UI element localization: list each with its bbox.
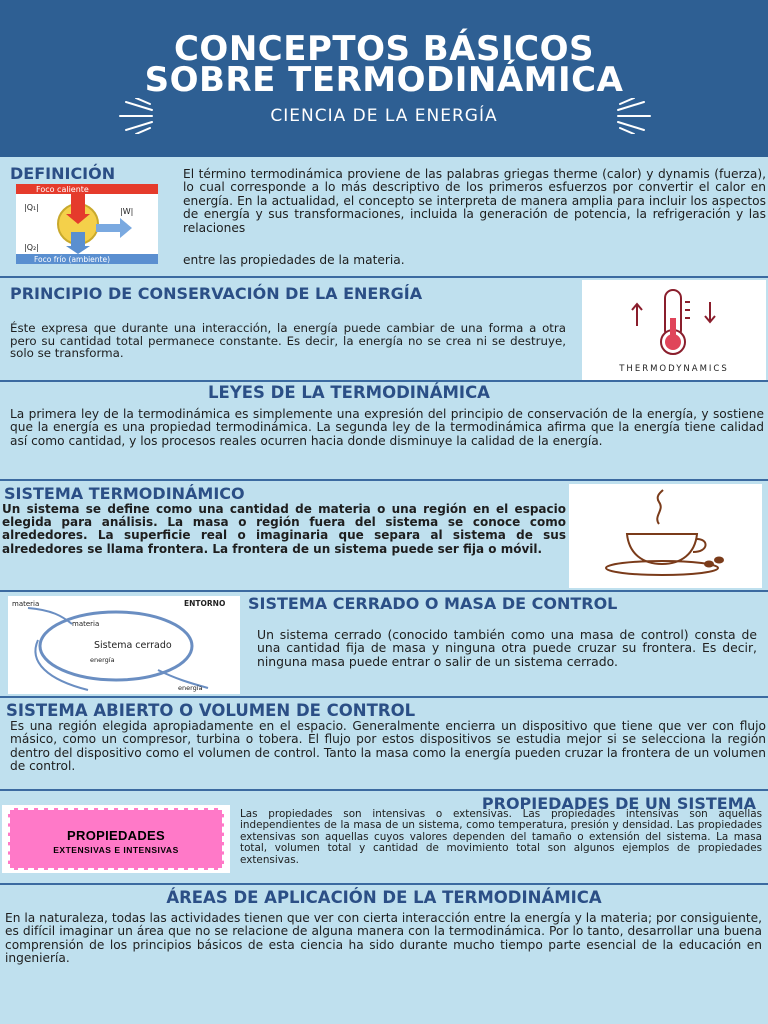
cerrado-text: Un sistema cerrado (conocido también como una masa de control) consta de una cantidad fija de masa y ninguna otra puede cruzar su frontera. Es decir, ninguna masa puede entrar o salir de un sistema cerrado. — [257, 627, 757, 669]
sistema-heading: SISTEMA TERMODINÁMICO — [4, 484, 245, 503]
divider — [0, 276, 768, 278]
cerrado-heading: SISTEMA CERRADO O MASA DE CONTROL — [248, 594, 618, 613]
materia-out-label: materia — [12, 600, 40, 608]
energia-out-label: energía — [178, 684, 203, 692]
coffee-cup-image — [569, 484, 762, 588]
definicion-heading: DEFINICIÓN — [10, 164, 116, 183]
closed-system-label: Sistema cerrado — [94, 640, 172, 651]
w-label: |W| — [120, 207, 134, 216]
propiedades-box — [2, 805, 230, 873]
definicion-text: El término termodinámica proviene de las palabras griegas therme (calor) y dynamis (fuerza), lo cual corresponde a lo más descriptivo de los primeros esfuerzos por convertir el calor en energía. En la actualidad, el concepto se interpreta de manera amplia para incluir los aspectos de energía y sus transformaciones, incluida la generación de potencia, la refrigeración y las relaciones — [183, 167, 766, 235]
divider — [0, 590, 768, 592]
coffee-bean-icon — [704, 561, 714, 568]
abierto-text: Es una región elegida apropiadamente en el espacio. Generalmente encierra un dispositivo que tiene que ver con flujo másico, como un compresor, turbina o tobera. El flujo por estos dispositivos se estudia mejor si se selecciona la región dentro del dispositivo como el volumen de control. Tanto la masa como la energía pueden cruzar la frontera de un volumen de control. — [10, 719, 766, 774]
areas-text: En la naturaleza, todas las actividades tienen que ver con cierta interacción entre la energía y la materia; por consiguiente, es difícil imaginar un área que no se relacione de alguna manera con la termodinámica. Por lo tanto, desarrollar una buena comprensión de los principios básicos de esta ciencia ha sido durante mucho tiempo parte esencial de la educación en ingeniería. — [5, 911, 762, 966]
header-banner — [0, 0, 768, 157]
thermometer-image — [582, 280, 766, 380]
divider — [0, 380, 768, 382]
entorno-label: ENTORNO — [184, 599, 226, 608]
divider — [0, 883, 768, 885]
thermodynamics-caption: THERMODYNAMICS — [619, 364, 729, 374]
title-line-1: CONCEPTOS BÁSICOS — [173, 29, 595, 69]
sistema-text: Un sistema se define como una cantidad de materia o una región en el espacio elegida para análisis. La masa o región fuera del sistema se conoce como alrededores. La superficie real o imaginaria que separa al sistema de sus alrededores se llama frontera. La frontera de un sistema puede ser fija o móvil. — [2, 502, 566, 556]
closed-system-diagram — [8, 596, 240, 694]
divider — [0, 696, 768, 698]
propiedades-badge — [8, 808, 224, 870]
right-burst-icon — [614, 98, 658, 134]
steam-icon — [657, 490, 663, 524]
cold-source-label: Foco frío (ambiente) — [34, 255, 111, 264]
title-line-2: SOBRE TERMODINÁMICA — [144, 60, 624, 100]
heat-out-arrow — [71, 232, 85, 248]
heat-in-arrow — [71, 194, 85, 216]
hot-source-label: Foco caliente — [36, 185, 89, 194]
q2-label: |Q₂| — [24, 243, 39, 252]
divider — [0, 479, 768, 481]
principio-text: Éste expresa que durante una interacción, la energía puede cambiar de una forma a otra pero su cantidad total permanece constante. Es decir, la energía no se crea ni se destruye, solo se transforma. — [10, 321, 566, 361]
propiedades-badge-subtitle: EXTENSIVAS E INTENSIVAS — [53, 845, 179, 855]
propiedades-text: Las propiedades son intensivas o extensivas. Las propiedades intensivas son aquellas independientes de la masa de un sistema, como temperatura, presión y densidad. Las propiedades extensivas son aquellas cuyos valores dependen del tamaño o extensión del sistema. La masa total, volumen total y cantidad de movimiento total son algunos ejemplos de propiedades extensivas. — [240, 808, 762, 866]
definicion-text-last: entre las propiedades de la materia. — [183, 253, 405, 267]
areas-heading: ÁREAS DE APLICACIÓN DE LA TERMODINÁMICA — [166, 888, 602, 907]
abierto-heading: SISTEMA ABIERTO O VOLUMEN DE CONTROL — [6, 701, 416, 720]
principio-heading: PRINCIPIO DE CONSERVACIÓN DE LA ENERGÍA — [10, 284, 423, 303]
page-subtitle: CIENCIA DE LA ENERGÍA — [270, 106, 498, 126]
energia-in-label: energía — [90, 656, 115, 664]
propiedades-heading: PROPIEDADES DE UN SISTEMA — [481, 794, 756, 813]
divider — [0, 789, 768, 791]
q1-label: |Q₁| — [24, 203, 39, 212]
leyes-text: La primera ley de la termodinámica es simplemente una expresión del principio de conservación de la energía, y sostiene que la energía es una propiedad termodinámica. La segunda ley de la termodinámica afirma que la energía tiene calidad así como cantidad, y los procesos reales ocurren hacia donde disminuye la calidad de la energía. — [10, 407, 764, 448]
page-title — [0, 29, 768, 100]
leyes-heading: LEYES DE LA TERMODINÁMICA — [208, 383, 490, 402]
work-arrow — [96, 218, 132, 238]
materia-in-label: materia — [72, 620, 100, 628]
heat-engine-diagram — [16, 184, 158, 264]
propiedades-badge-title: PROPIEDADES — [67, 828, 165, 843]
cup-icon — [627, 534, 697, 564]
